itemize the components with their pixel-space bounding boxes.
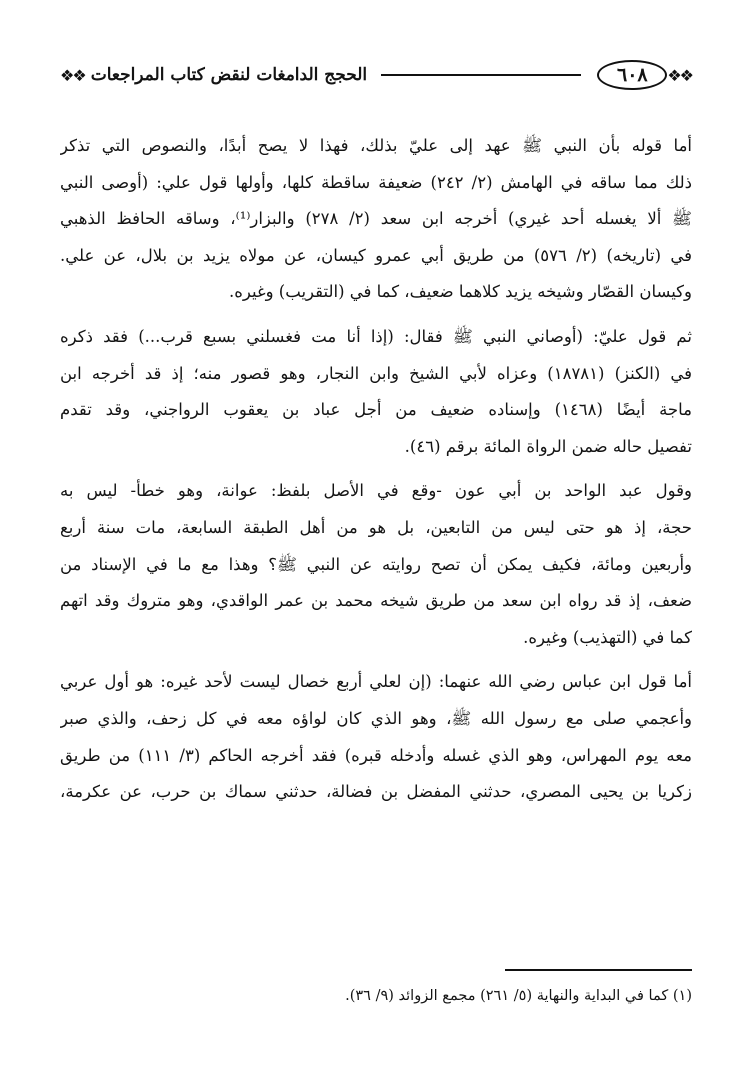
text-line: في (الكنز) (١٨٧٨١) وعزاه لأبي الشيخ وابن النجار، وهو قصور منه؛ إذ قد أخرجه ابن	[60, 363, 692, 383]
footnote: (١) كما في البداية والنهاية (٥/ ٢٦١) مجمع الزوائد (٩/ ٣٦).	[345, 988, 692, 1004]
text-line: ذلك مما ساقه في الهامش (٢/ ٢٤٢) ضعيفة ساقطة كلها، وأولها قول علي: (أوصى النبي	[60, 172, 692, 192]
text-line: في (تاريخه) (٢/ ٥٧٦) من طريق أبي عمرو كيسان، عن مولاه يزيد بن بلال، عن علي.	[60, 245, 692, 265]
text-line: حجة، إذ هو حتى ليس من التابعين، بل هو من أهل الطبقة السابعة، مات سنة أربع	[60, 517, 692, 537]
header-rule-right	[381, 74, 581, 76]
text-line: وأعجمي صلى مع رسول الله ﷺ، وهو الذي كان لواؤه معه في كل زحف، والذي صبر	[60, 708, 692, 728]
running-header	[60, 58, 692, 92]
footnote-separator	[505, 969, 692, 971]
paragraph-4	[60, 664, 692, 810]
text-line: وأربعين ومائة، فكيف يمكن أن تصح روايته عن النبي ﷺ؟ وهذا مع ما في الإسناد من	[60, 554, 692, 574]
text-line: أما قوله بأن النبي ﷺ عهد إلى عليّ بذلك، فهذا لا يصح أبدًا، والنصوص التي تذكر	[60, 136, 692, 155]
header-ornament-right: ❖❖	[667, 65, 692, 85]
text-line: كما في (التهذيب) وغيره.	[523, 627, 692, 647]
text-line: زكريا بن يحيى المصري، حدثني المفضل بن فضالة، حدثني سماك بن حرب، عن عكرمة،	[60, 782, 692, 802]
text-line: ماجة أيضًا (١٤٦٨) وإسناده ضعيف من أجل عباد بن يعقوب الرواجني، وقد تقدم	[60, 400, 692, 420]
text-line: وقول عبد الواحد بن أبي عون -وقع في الأصل بلفظ: عوانة، وهو خطأ- ليس به	[60, 481, 692, 501]
text-line: وكيسان القصّار وشيخه يزيد كلاهما ضعيف، كما في (التقريب) وغيره.	[228, 282, 692, 302]
page-number: ٦٠٨	[597, 60, 667, 90]
text-line: تفصيل حاله ضمن الرواة المائة برقم (٤٦).	[404, 436, 692, 456]
text-line: ثم قول عليّ: (أوصاني النبي ﷺ فقال: (إذا أنا مت فغسلني بسبع قرب...) فقد ذكره	[60, 326, 692, 346]
text-line: ﷺ ألا يغسله أحد غيري) أخرجه ابن سعد (٢/ ٢٧٨) والبزار⁽¹⁾، وساقه الحافظ الذهبي	[60, 209, 692, 229]
main-text	[60, 128, 692, 819]
paragraph-3	[60, 473, 692, 656]
text-line: معه يوم المهراس، وهو الذي غسله وأدخله قبره) فقد أخرجه الحاكم (٣/ ١١١) من طريق	[60, 745, 692, 765]
paragraph-1	[60, 128, 692, 311]
book-title: الحجج الدامغات لنقض كتاب المراجعات	[90, 65, 368, 85]
text-line: أما قول ابن عباس رضي الله عنهما: (إن لعلي أربع خصال ليست لأحد غيره: هو أول عربي	[60, 672, 692, 692]
text-line: ضعف، إذ قد رواه ابن سعد من طريق شيخه محمد بن عمر الواقدي، وهو متروك وقد اتهم	[60, 591, 692, 611]
paragraph-2	[60, 319, 692, 465]
header-ornament-left: ❖❖	[60, 65, 85, 85]
